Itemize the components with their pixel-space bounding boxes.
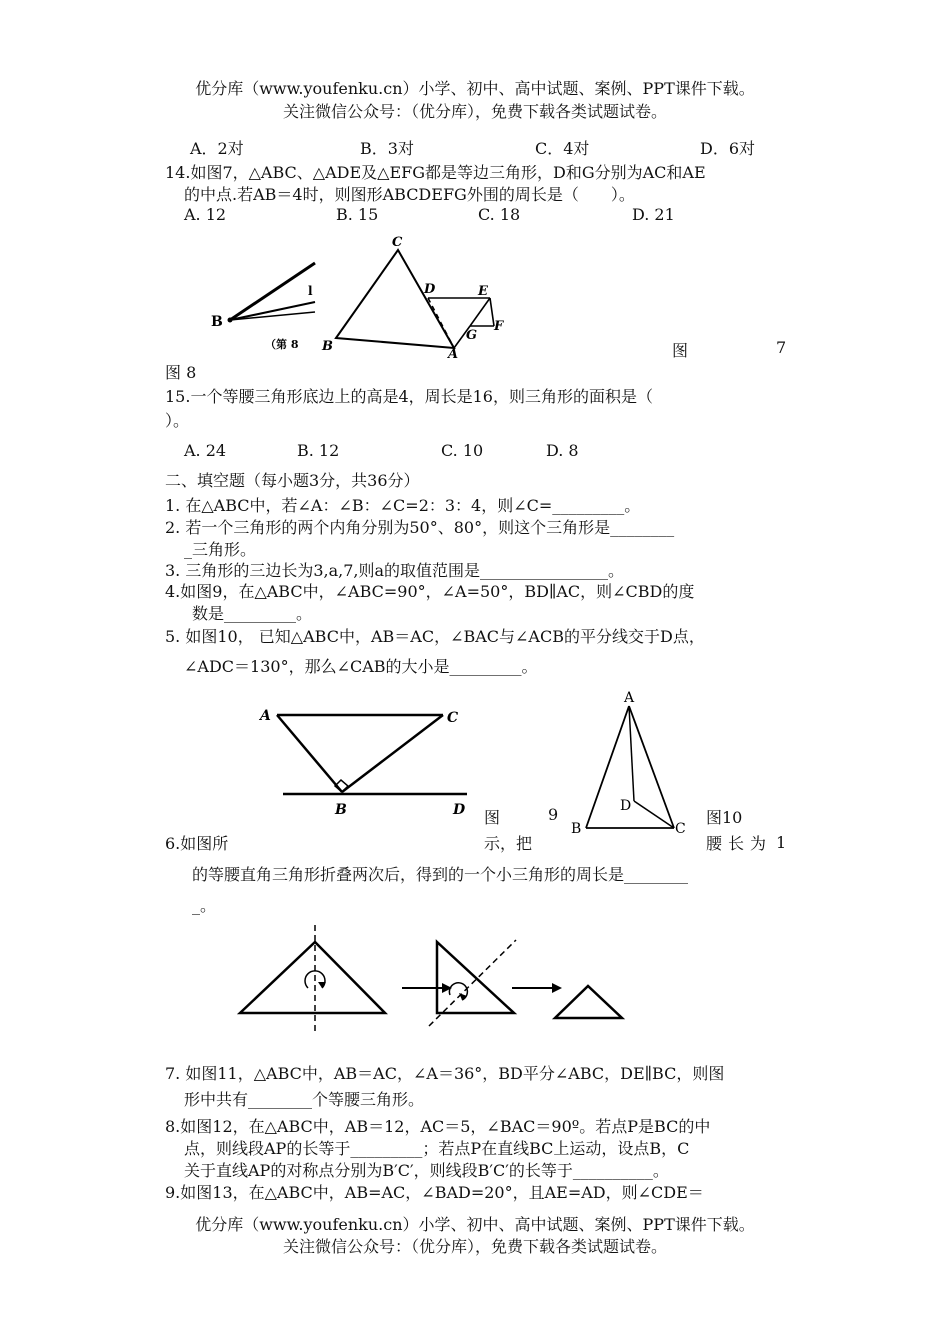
fig7-label-d: D — [424, 282, 436, 297]
fig7-label-b: B — [322, 339, 333, 354]
fig7-label-f: F — [494, 319, 504, 334]
section-2-title: 二、填空题（每小题3分，共36分） — [165, 471, 420, 490]
fill-q6-part3: 腰长为 — [706, 834, 773, 853]
fig10-label-c: C — [675, 821, 686, 837]
fill-q5-line2: ∠ADC＝130°，那么∠CAB的大小是_________。 — [184, 657, 538, 676]
fill-q1: 1. 在△ABC中，若∠A：∠B：∠C=2：3：4，则∠C=_________。 — [165, 496, 641, 515]
fill-q6-line3: _。 — [192, 896, 217, 915]
fig9-label-a: A — [260, 708, 271, 724]
fill-q8-line3: 关于直线AP的对称点分别为B′C′，则线段B′C′的长等于__________。 — [184, 1161, 669, 1180]
q13-option-b: B．3对 — [360, 139, 414, 158]
fig9-label-d: D — [453, 802, 466, 818]
footer-line-1: 优分库（www.youfenku.cn）小学、初中、高中试题、案例、PPT课件下载。 — [195, 1215, 755, 1234]
q15-text-2: ）。 — [165, 411, 190, 430]
header-line-2: 关注微信公众号：（优分库），免费下载各类试题试卷。 — [282, 102, 667, 121]
fig9-label-b: B — [335, 802, 347, 818]
q13-option-d: D．6对 — [700, 139, 756, 158]
fig7-label-c: C — [392, 235, 403, 250]
q14-option-c: C. 18 — [478, 205, 521, 224]
q14-text-1: 14.如图7，△ABC、△ADE及△EFG都是等边三角形，D和G分别为AC和AE — [165, 163, 706, 182]
fill-q3: 3. 三角形的三边长为3,a,7,则a的取值范围是________________。 — [165, 561, 625, 580]
fig9-label-c: C — [447, 710, 459, 726]
fig7-label-g: G — [466, 328, 478, 343]
fill-q9: 9.如图13，在△ABC中，AB=AC，∠BAD=20°，且AE=AD，则∠CDE＝ — [165, 1183, 704, 1202]
fig7-label-e: E — [478, 284, 488, 299]
footer-line-2: 关注微信公众号：（优分库），免费下载各类试题试卷。 — [282, 1237, 667, 1256]
fig10-label-b: B — [571, 821, 582, 837]
figure-7 — [318, 232, 518, 360]
fill-q8-line2: 点，则线段AP的长等于_________；若点P在直线BC上运动，设点B，C — [184, 1139, 690, 1158]
header-line-1: 优分库（www.youfenku.cn）小学、初中、高中试题、案例、PPT课件下载。 — [195, 79, 755, 98]
svg-text:l: l — [308, 284, 313, 298]
fill-q6-part2: 示，把 — [484, 834, 533, 853]
fill-q2-line1: 2. 若一个三角形的两个内角分别为50°、80°，则这个三角形是________ — [165, 518, 675, 537]
fig10-caption: 图10 — [706, 808, 743, 827]
q15-option-a: A. 24 — [184, 441, 227, 460]
fig7-caption-num: 7 — [776, 338, 787, 357]
q14-text-2: 的中点.若AB＝4时，则图形ABCDEFG外围的周长是（ ）。 — [184, 185, 635, 204]
q15-option-c: C. 10 — [441, 441, 484, 460]
fill-q6-part1: 6.如图所 — [165, 834, 229, 853]
fill-q7-line2: 形中共有________个等腰三角形。 — [184, 1090, 425, 1109]
fig9-caption-word: 图 — [484, 808, 501, 827]
fill-q7-line1: 7. 如图11，△ABC中，AB＝AC，∠A＝36°，BD平分∠ABC，DE∥BC，则图 — [165, 1064, 725, 1083]
fig10-label-d: D — [620, 798, 632, 814]
fill-q5-line1: 5. 如图10， 已知△ABC中，AB＝AC，∠BAC与∠ACB的平分线交于D点， — [165, 627, 705, 646]
q14-option-a: A. 12 — [184, 205, 227, 224]
fig8-caption: 图 8 — [165, 363, 197, 382]
fig8-label-b: B — [211, 314, 223, 330]
q15-text-1: 15.一个等腰三角形底边上的高是4，周长是16，则三角形的面积是（ — [165, 387, 653, 406]
fill-q4-line1: 4.如图9，在△ABC中，∠ABC=90°，∠A=50°，BD∥AC，则∠CBD的度 — [165, 582, 695, 601]
figure-10 — [568, 688, 693, 838]
fig7-label-a: A — [448, 347, 459, 362]
q13-option-a: A．2对 — [190, 139, 244, 158]
figure-9 — [255, 700, 485, 820]
fill-q2-line2: _三角形。 — [184, 540, 257, 559]
fig10-label-a: A — [624, 690, 635, 706]
q15-option-b: B. 12 — [297, 441, 340, 460]
fill-q6-line2: 的等腰直角三角形折叠两次后，得到的一个小三角形的周长是________ — [192, 865, 689, 884]
fill-q6-part4: 1 — [776, 833, 787, 852]
fig7-caption-word: 图 — [672, 341, 689, 360]
folding-figure — [230, 920, 630, 1040]
fill-q4-line2: 数是_________。 — [192, 604, 313, 623]
q14-option-b: B. 15 — [336, 205, 379, 224]
figure-8 — [205, 230, 325, 360]
fill-q8-line1: 8.如图12，在△ABC中，AB＝12，AC＝5，∠BAC＝90º。若点P是BC的中 — [165, 1117, 711, 1136]
q14-option-d: D. 21 — [632, 205, 675, 224]
q13-option-c: C．4对 — [535, 139, 590, 158]
q15-option-d: D. 8 — [546, 441, 579, 460]
fig8-partial-caption: （第 8 — [265, 338, 299, 351]
fig9-caption-num: 9 — [548, 805, 559, 824]
